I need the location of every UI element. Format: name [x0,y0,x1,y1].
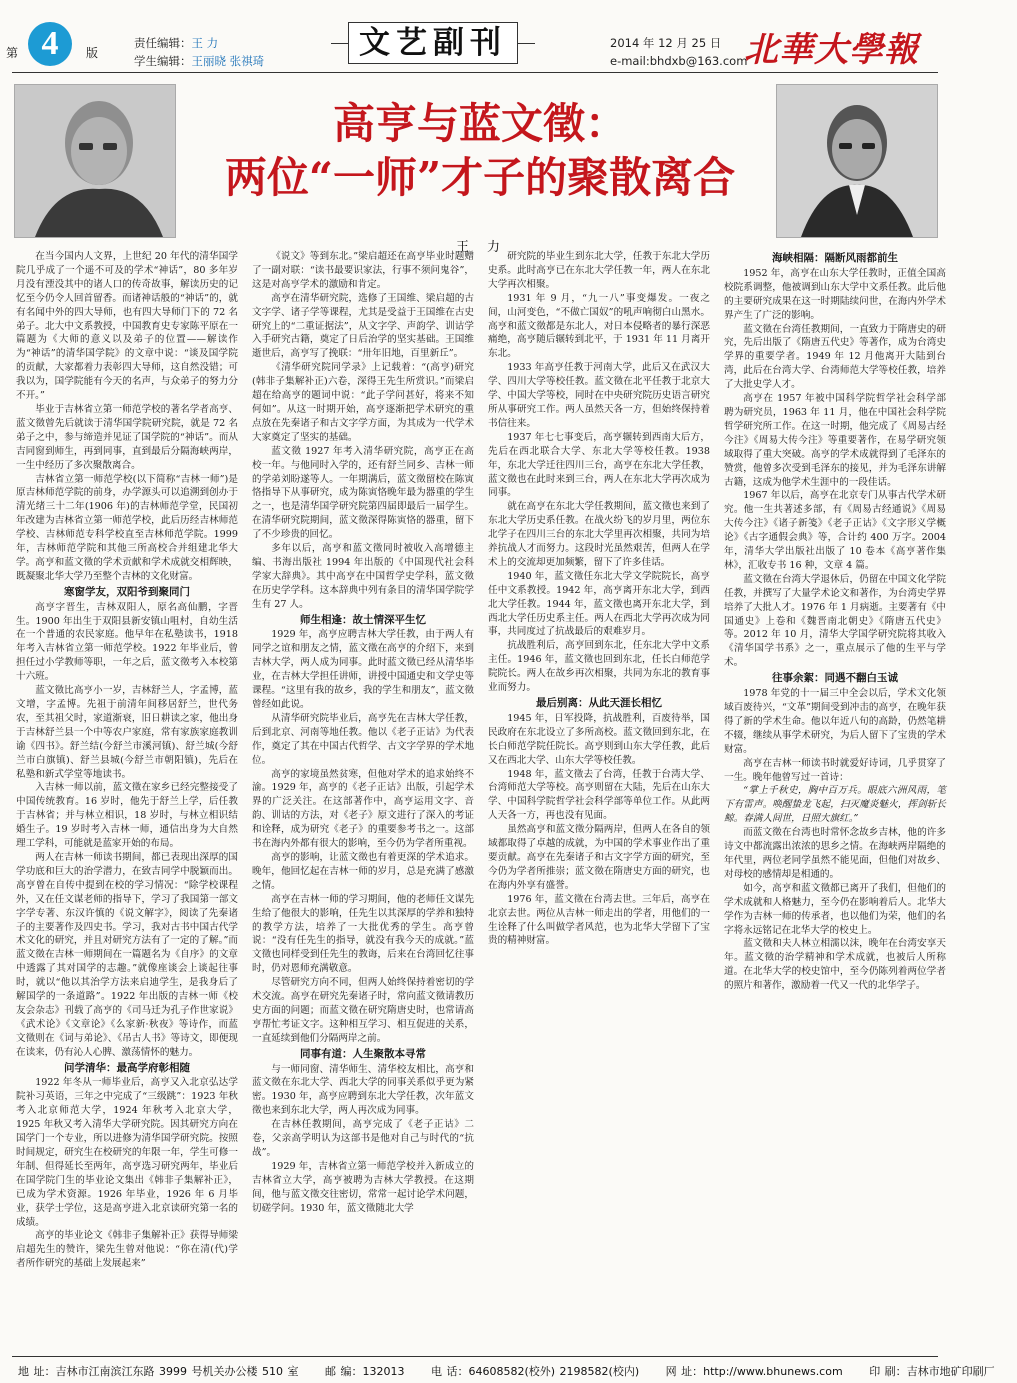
article-paragraph: 如今，高亨和蓝文徵都已离开了我们，但他们的学术成就和人格魅力，至今仍在影响着后人。北华大学作为吉林一师的传承者，也以他们为荣，他们的名字将永远铭记在北华大学的校史上。 [724,882,946,936]
article-paragraph: 1952 年，高亨在山东大学任教时，正值全国高校院系调整，他被调到山东大学中文系任教。此后他的主要研究成果在这一时期陆续问世，在海内外学术界产生了广泛的影响。 [724,267,946,321]
article-paragraph: 1976 年，蓝文徵在台湾去世。三年后，高亨在北京去世。两位从吉林一师走出的学者，用他们的一生诠释了什么叫做学者风范，也为北华大学留下了宝贵的精神财富。 [488,893,710,947]
article-column-2 [252,250,474,1216]
article-paragraph: 蓝文徵 1927 年考入清华研究院，高亨正在高校一年。与他同时入学的，还有舒兰同乡、吉林一师的学弟刘盼遂等人。一年期满后，蓝文徵留校在陈寅恪指导下从事研究，成为陈寅恪晚年最为器重的学生之一，也是清华国学研究院第四届即最后一届学生。在清华研究院期间，蓝文徵深得陈寅恪的器重，留下了不少珍贵的回忆。 [252,445,474,541]
article-paragraph: 而蓝文徵在台湾也时常怀念故乡吉林，他的许多诗文中都流露出浓浓的思乡之情。在海峡两岸隔绝的年代里，两位老同学虽然不能见面，但他们对故乡、对母校的感情却是相通的。 [724,827,946,880]
section-subheading: 寒窗学友，双阳爷到聚同门 [64,585,190,598]
article-paragraph: 蓝文徵在台湾任教期间，一直致力于隋唐史的研究，先后出版了《隋唐五代史》等著作，成为台湾史学界的重要学者。1949 年 12 月他离开大陆到台湾，此后在台湾大学、台湾师范大学等校任教，培养了大批史学人才。 [724,323,946,391]
article-paragraph: 1940 年，蓝文徵任东北大学文学院院长，高亨任中文系教授。1942 年，高亨离开东北大学，到西北大学任教。1944 年，蓝文徵也离开东北大学，到西北大学任历史系主任。两人在西北大学再次成为同事，共同度过了抗战最后的艰难岁月。 [488,570,710,638]
article-paragraph: 高亨在吉林一师读书时就爱好诗词，几乎贯穿了一生。晚年他曾写过一首诗： [724,757,946,783]
editor-label: 责任编辑： [134,36,192,50]
article-paragraph: 高亨的影响，让蓝文徵也有着更深的学术追求。晚年，他回忆起在吉林一师的岁月，总是充满了感激之情。 [252,851,474,891]
article-paragraph: 蓝文徵和夫人林立相濡以沫，晚年在台湾安享天年。蓝文徵的治学精神和学术成就，也被后人所称道。在北华大学的校史馆中，至今仍陈列着两位学者的照片和著作，激励着一代又一代的北华学子。 [724,938,946,992]
article-paragraph: “掌上千秋史，胸中百万兵。眼底六洲风雨，笔下有雷声。唤醒蛰龙飞起，扫灭魔炎魅火，挥剑斩长鲸。春满人间世，日照大旗红。” [724,785,946,825]
article-paragraph: 虽然高亨和蓝文徵分隔两岸，但两人在各自的领域都取得了卓越的成就，为中国的学术事业作出了重要贡献。高亨在先秦诸子和古文字学方面的研究，至今仍为学者所推崇；蓝文徵在隋唐史方面的研究，也在海内外享有盛誉。 [488,824,710,891]
newspaper-name: 北華大學報 [744,30,919,70]
student-editor-label: 学生编辑： [134,54,192,68]
article-paragraph: 1929 年，吉林省立第一师范学校并入新成立的吉林省立大学，高亨被聘为吉林大学教授。在这期间，他与蓝文徵交往密切，常常一起讨论学术问题，切磋学问。1930 年，蓝文徵随北大学 [252,1160,474,1214]
footer-phone: 电 话：64608582(校外) 2198582(校内) [430,1365,640,1378]
article-paragraph: 《清华研究院同学录》上记载着：“(高亨)研究(韩非子集解补正)六卷，深得王先生所赏识。”而梁启超在给高亨的题词中说：“此子学问甚好，将来不知何如”。从这一时期开始，高亨逐渐把学术研究的重点放在先秦诸子和古文字学方面，为其成为一代学术大家奠定了坚实的基础。 [252,362,474,443]
article-paragraph: 高亨在 1957 年被中国科学院哲学社会科学部聘为研究员，1963 年 11 月，他在中国社会科学院哲学研究所工作。在这一时期，他完成了《周易古经今注》《周易大传今注》等重要著作，在易学研究领域取得了重大突破。高亨的学术成就得到了毛泽东的赞赏，他曾多次受到毛泽东的接见，并为毛泽东讲解古籍，这成为他学术生涯中的一段佳话。 [724,393,946,488]
section-subheading: 问学清华：最高学府彰相随 [64,1061,190,1074]
article-paragraph: 1933 年高亨任教于河南大学，此后又在武汉大学、四川大学等校任教。蓝文徵在北平任教于北京大学、中国大学等校，同时在中央研究院历史语言研究所从事研究工作。两人虽然天各一方，但始终保持着书信往来。 [488,362,710,429]
article-paragraph: 多年以后，高亨和蓝文徵同时被收入高增德主编、书海出版社 1994 年出版的《中国现代社会科学家大辞典》。其中高亨在中国哲学史学科，蓝文徵在历史学学科。这本辞典中列有条目的清华国学院学生有 27 人。 [252,543,474,610]
section-subheading: 师生相逢：故土情深平生忆 [300,613,426,626]
portrait-photo-gao-heng [14,84,176,238]
article-paragraph: 1945 年，日军投降，抗战胜利，百废待举，国民政府在东北设立了多所高校。蓝文徵回到东北，在长白师范学院任院长。高亨则到山东大学任教，此后又在西北大学、山东大学等校任教。 [488,712,710,766]
portrait-photo-lan-wenzheng [776,84,938,238]
editor-name: 王 力 [191,36,219,50]
footer-text [18,1363,1017,1379]
article-paragraph: 1922 年冬从一师毕业后，高亨又入北京弘达学院补习英语，三年之中完成了“三级跳”：1923 年秋考入北京师范大学，1924 年秋考入北京大学，1925 年秋又考入清华大学研究院。因其研究方向在国学门一个专业，所以进修为清华国学研究院。按照时间规定，研究生在校研究的年限一年，学生可修一年制、但得延长至两年，高亨选习研究两年，毕业后在国学院门生的毕业论文集出《韩非子集解补正》，已成为学术资源。1926 年毕业，1926 年 6 月毕业，获学士学位，这是高亨进入北京读研究第一名的成绩。 [16,1077,238,1228]
editors-block [134,34,264,70]
article-paragraph: 毕业于吉林省立第一师范学校的著名学者高亨、蓝文徵曾先后就读于清华国学院研究院，就是 72 名弟子之中，参与缔造并见证了国学院的“神话”。而从吉同窗到师生，再到同事，直到最后分隔海峡两岸，一生中经历了多次聚散离合。 [16,403,238,471]
article-paragraph: 尽管研究方向不同，但两人始终保持着密切的学术交流。高亨在研究先秦诸子时，常向蓝文徵请教历史方面的问题；而蓝文徵在研究隋唐史时，也常请高亨帮忙考证文字。这种相互学习、相互促进的关系，一直延续到他们分隔两岸之前。 [252,977,474,1044]
article-column-1 [16,250,238,1271]
footer-website[interactable]: 网 址：http://www.bhunews.com [665,1365,843,1378]
article-paragraph: 研究院的毕业生到东北大学，任教于东北大学历史系。此时高亨已在东北大学任教一年，两人在东北大学再次相聚。 [488,251,710,290]
article-paragraph: 蓝文徵比高亨小一岁，吉林舒兰人，字孟博，蓝文增，字孟博。先祖于前清年间移居舒兰，世代务农，至其祖父时，家道渐衰，旧日耕读之家，他出身于吉林舒兰县一个中等农户家庭，常有家族家庭教训谕《四书》。舒兰结(今舒兰市溪河镇)、舒兰城(今舒兰市白旗镇)、舒兰县城(今舒兰市朝阳镇)，先后在私塾和新式学堂等地读书。 [16,685,238,780]
article-column-4 [724,250,946,993]
headline [190,98,770,206]
section-subheading: 海峡相隔：隔断风雨都前生 [772,252,898,264]
footer [0,1352,995,1383]
email[interactable]: e-mail:bhdxb@163.com [610,54,748,68]
article-paragraph: 从清华研究院毕业后，高亨先在吉林大学任教，后到北京、河南等地任教。他以《老子正诂》为代表作，奠定了其在中国古代哲学、古文字学界的学术地位。 [252,712,474,766]
article-paragraph: 高亨的家境虽然贫寒，但他对学术的追求始终不渝。1929 年，高亨的《老子正诂》出版，引起学术界的广泛关注。在这部著作中，高亨运用文字、音韵、训诂的方法，对《老子》原文进行了深入的考证和诠释，成为研究《老子》的重要参考书之一。这部书在海内外都有很大的影响，至今仍为学者所重视。 [252,768,474,850]
section-subheading: 往事余絮：同遇不翻白玉诚 [772,672,898,685]
section-subheading: 最后别离：从此天涯长相忆 [536,697,662,709]
article-paragraph: 《说文》等到东北。”梁启超还在高亨毕业时题赠了一副对联：“读书最要识家法，行事不须问鬼谷”，这是对高亨学术的激励和肯定。 [252,251,474,290]
article-paragraph: 与一师同窗、清华师生、清华校友相比，高亨和蓝文徵在东北大学、西北大学的同事关系似乎更为紧密。1930 年，高亨应聘到东北大学任教，次年蓝文徵也来到东北大学，两人再次成为同事。 [252,1063,474,1117]
headline-line-1: 高亨与蓝文徵： [332,99,627,148]
student-editor-names: 王丽晓 张祺琦 [191,54,265,68]
article-paragraph: 1948 年，蓝文徵去了台湾，任教于台湾大学、台湾师范大学等校。高亨则留在大陆，先后在山东大学、中国科学院哲学社会科学部等单位工作。从此两人天各一方，再也没有见面。 [488,768,710,822]
article-paragraph: 1929 年，高亨应聘吉林大学任教，由于两人有同学之谊和朋友之情，蓝文徵在高亨的介绍下，来到吉林大学，两人成为同事。此时蓝文徵已经从清华毕业，在吉林大学担任讲师，讲授中国通史和文学史等课程。“这里有我的故乡，我的学生和朋友”，蓝文徵曾经如此说。 [252,629,474,710]
page-ban: 版 [86,46,99,60]
headline-line-2: 两位“一师”才子的聚散离合 [224,153,736,202]
article-paragraph: 蓝文徵在台湾大学退休后，仍留在中国文化学院任教，并撰写了大量学术论文和著作，为台湾史学界培养了大批人才。1976 年 1 月病逝。主要著有《中国通史》上卷和《魏晋南北朝史》《隋唐五代史》等。2012 年 10 月，清华大学国学研究院将其收入《清华国学书系》之一，重点展示了他的生平与学术。 [724,573,946,669]
article-paragraph: 在吉林任教期间，高亨完成了《老子正诂》二卷，父亲高学明认为这部书是他对自己与时代的“抗战”。 [252,1119,474,1158]
article-paragraph: 1937 年七七事变后，高亨辗转到西南大后方，先后在西北联合大学、东北大学等校任教。1938 年，东北大学迁往四川三台，高亨在东北大学任教，蓝文徵也在此时来到三台，两人在东北大学再次成为同事。 [488,431,710,499]
issue-date: 2014 年 12 月 25 日 [610,36,722,50]
page-di: 第 [6,46,19,60]
page-number: 4 [28,22,72,66]
section-subheading: 同事有道：人生聚散本寻常 [300,1047,426,1060]
masthead-rule [12,72,938,73]
section-title: 文艺副刊 [348,22,518,64]
footer-rule [12,1356,938,1357]
page-number-box [6,20,118,64]
article-paragraph: 吉林省立第一师范学校(以下简称“吉林一师”)是原吉林师范学院的前身，办学源头可以追溯到创办于清光绪三十二年(1906 年)的吉林师范学堂，民国初年改建为吉林省立第一师范学校，此后历经吉林师范学校、吉林师范专科学校直至吉林师范学院。1999 年，吉林师范学院和其他三所高校合并组建北华大学。高亨和蓝文徵的学术贡献和学术成就交相辉映，既凝聚北华大学乃至整个吉林的文化财富。 [16,473,238,582]
article-paragraph: 高亨在清华研究院，选修了王国维、梁启超的古文字学、诸子学等课程，尤其是受益于王国维在古史研究上的“二重证据法”，从文字学、声韵学、训诂学入手研究古籍，奠定了日后治学的坚实基础。王国维逝世后，高亨写了挽联：“卅年旧地，百里新丘”。 [252,292,474,360]
article-paragraph: 抗战胜利后，高亨回到东北，任东北大学中文系主任。1946 年，蓝文徵也回到东北，任长白师范学院院长。两人在故乡再次相聚，共同为东北的教育事业而努力。 [488,640,710,694]
article-paragraph: 1967 年以后，高亨在北京专门从事古代学术研究。他一生共著述多部，有《周易古经通说》《周易大传今注》《诸子新笺》《老子正诂》《文字形义学概论》《古字通假会典》等，合计约 400 万字。2004 年，清华大学出版社出版了 10 卷本《高亨著作集林》，汇收专书 16 种，文章 4 篇。 [724,490,946,571]
footer-printer: 印 刷：吉林市地矿印刷厂 [869,1365,995,1378]
article-column-3 [488,250,710,948]
article-paragraph: 高亨字晋生，吉林双阳人，原名高仙鹏，字晋生。1900 年出生于双阳县新安镇山咀村，自幼生活在一个普通的农民家庭。他早年在私塾读书，1918 年考入吉林省立第一师范学校。1922 年毕业后，曾担任过小学教师等职，一年之后，蓝文徵考入本校第十六班。 [16,601,238,683]
author-byline: 王力 [456,240,519,255]
footer-address: 地 址：吉林市江南滨江东路 3999 号机关办公楼 510 室 [18,1365,299,1378]
masthead [0,0,950,74]
article-paragraph: 高亨在吉林一师的学习期间，他的老师任文谋先生给了他很大的影响，任先生以其深厚的学养和独特的教学方法，培养了一大批优秀的学生。高亨曾说：“没有任先生的指导，就没有我今天的成就。”蓝文徵也同样受到任先生的教诲，后来在台湾回忆往事时，仍对恩师充满敬意。 [252,893,474,975]
article-paragraph: 入吉林一师以前，蓝文徵在家乡已经完整接受了中国传统教育。16 岁时，他先于舒兰上学，后任教于吉林省；并与林立相识，18 岁时，与林立相识结婚生子。19 岁时考入吉林一师，通信出身为大自然理工学科，可能就是蓝家开始的布局。 [16,782,238,850]
article-paragraph: 1931 年 9 月，“九一八”事变爆发。一夜之间，山河变色，“不做亡国奴”的吼声响彻白山黑水。高亨和蓝文徵都是东北人，对日本侵略者的暴行深恶痛绝，高亨随后辗转到北平，于 1931 年 11 月离开东北。 [488,292,710,360]
footer-postcode: 邮 编：132013 [324,1365,405,1378]
article-paragraph: 两人在吉林一师读书期间，都已表现出深厚的国学功底和巨大的治学潜力，在致吉同学中脱颖而出。高亨曾在自传中提到在校的学习情况：“除学校课程外，又在任文谋老师的指导下，学习了我国第一部文字学专著、东汉许慎的《说文解字》，阅读了先秦诸子的主要著作及四史书。学习，我对古书中国古代学术文化的研究，并且对研究方法有了一定的了解。”而蓝文徵在吉林一师期间在一篇题名为《自序》的文章中透露了其对国学的志趣。”就像座谈会上谈起往事时，就以“他以其治学方法来启迪学生，是我身后了解国学的一条道路”。1922 年出版的吉林一师《校友会杂志》刊载了高亨的《司马迁为孔子作世家说》《武术论》《文章论》《么家新·秋夜》等诗作，而蓝文徵则在《词与弟论》、《吊古人书》等诗文，即便现在读来，仍有沁人心脾、激荡情怀的魅力。 [16,851,238,1058]
article-paragraph: 1978 年党的十一届三中全会以后，学术文化领域百废待兴，“文革”期间受到冲击的高亨，在晚年获得了新的学术生命。他以年近八旬的高龄，仍然笔耕不辍，继续从事学术研究，为后人留下了宝贵的学术财富。 [724,688,946,755]
article-paragraph: 高亨的毕业论文《韩非子集解补正》获得导师梁启超先生的赞许，梁先生曾对他说：“你在清(代)学者所作研究的基础上发展起来” [16,1230,238,1270]
article-paragraph: 在当今国内人文界，上世纪 20 年代的清华国学院几乎成了一个遥不可及的学术“神话”，80 多年岁月没有湮没其中的诸人口的传奇故事，解读历史的记忆至今仍令人回首留香。而诸神话般的“神话”的，就有名闻中外的四大导师，也有四大导师门下的 72 名弟子。北大中文系教授，中国教育史专家陈平原在一篇题为《大师的意义以及弟子的位置——解读作为“神话”的清华国学院》的文章中说：“谈及国学院的贡献，大家都着力表彰四大导师，这自然没错；可我以为，国学院能有今天的名声，与众弟子的努力分不开。” [16,251,238,402]
date-block [610,34,747,70]
article-paragraph: 就在高亨在东北大学任教期间，蓝文徵也来到了东北大学历史系任教。在战火纷飞的岁月里，两位东北学子在四川三台的东北大学里再次相聚，共同为培养抗战人才而努力。这段时光虽然艰苦，但两人在学术上的交流却更加频繁，留下了许多佳话。 [488,501,710,568]
